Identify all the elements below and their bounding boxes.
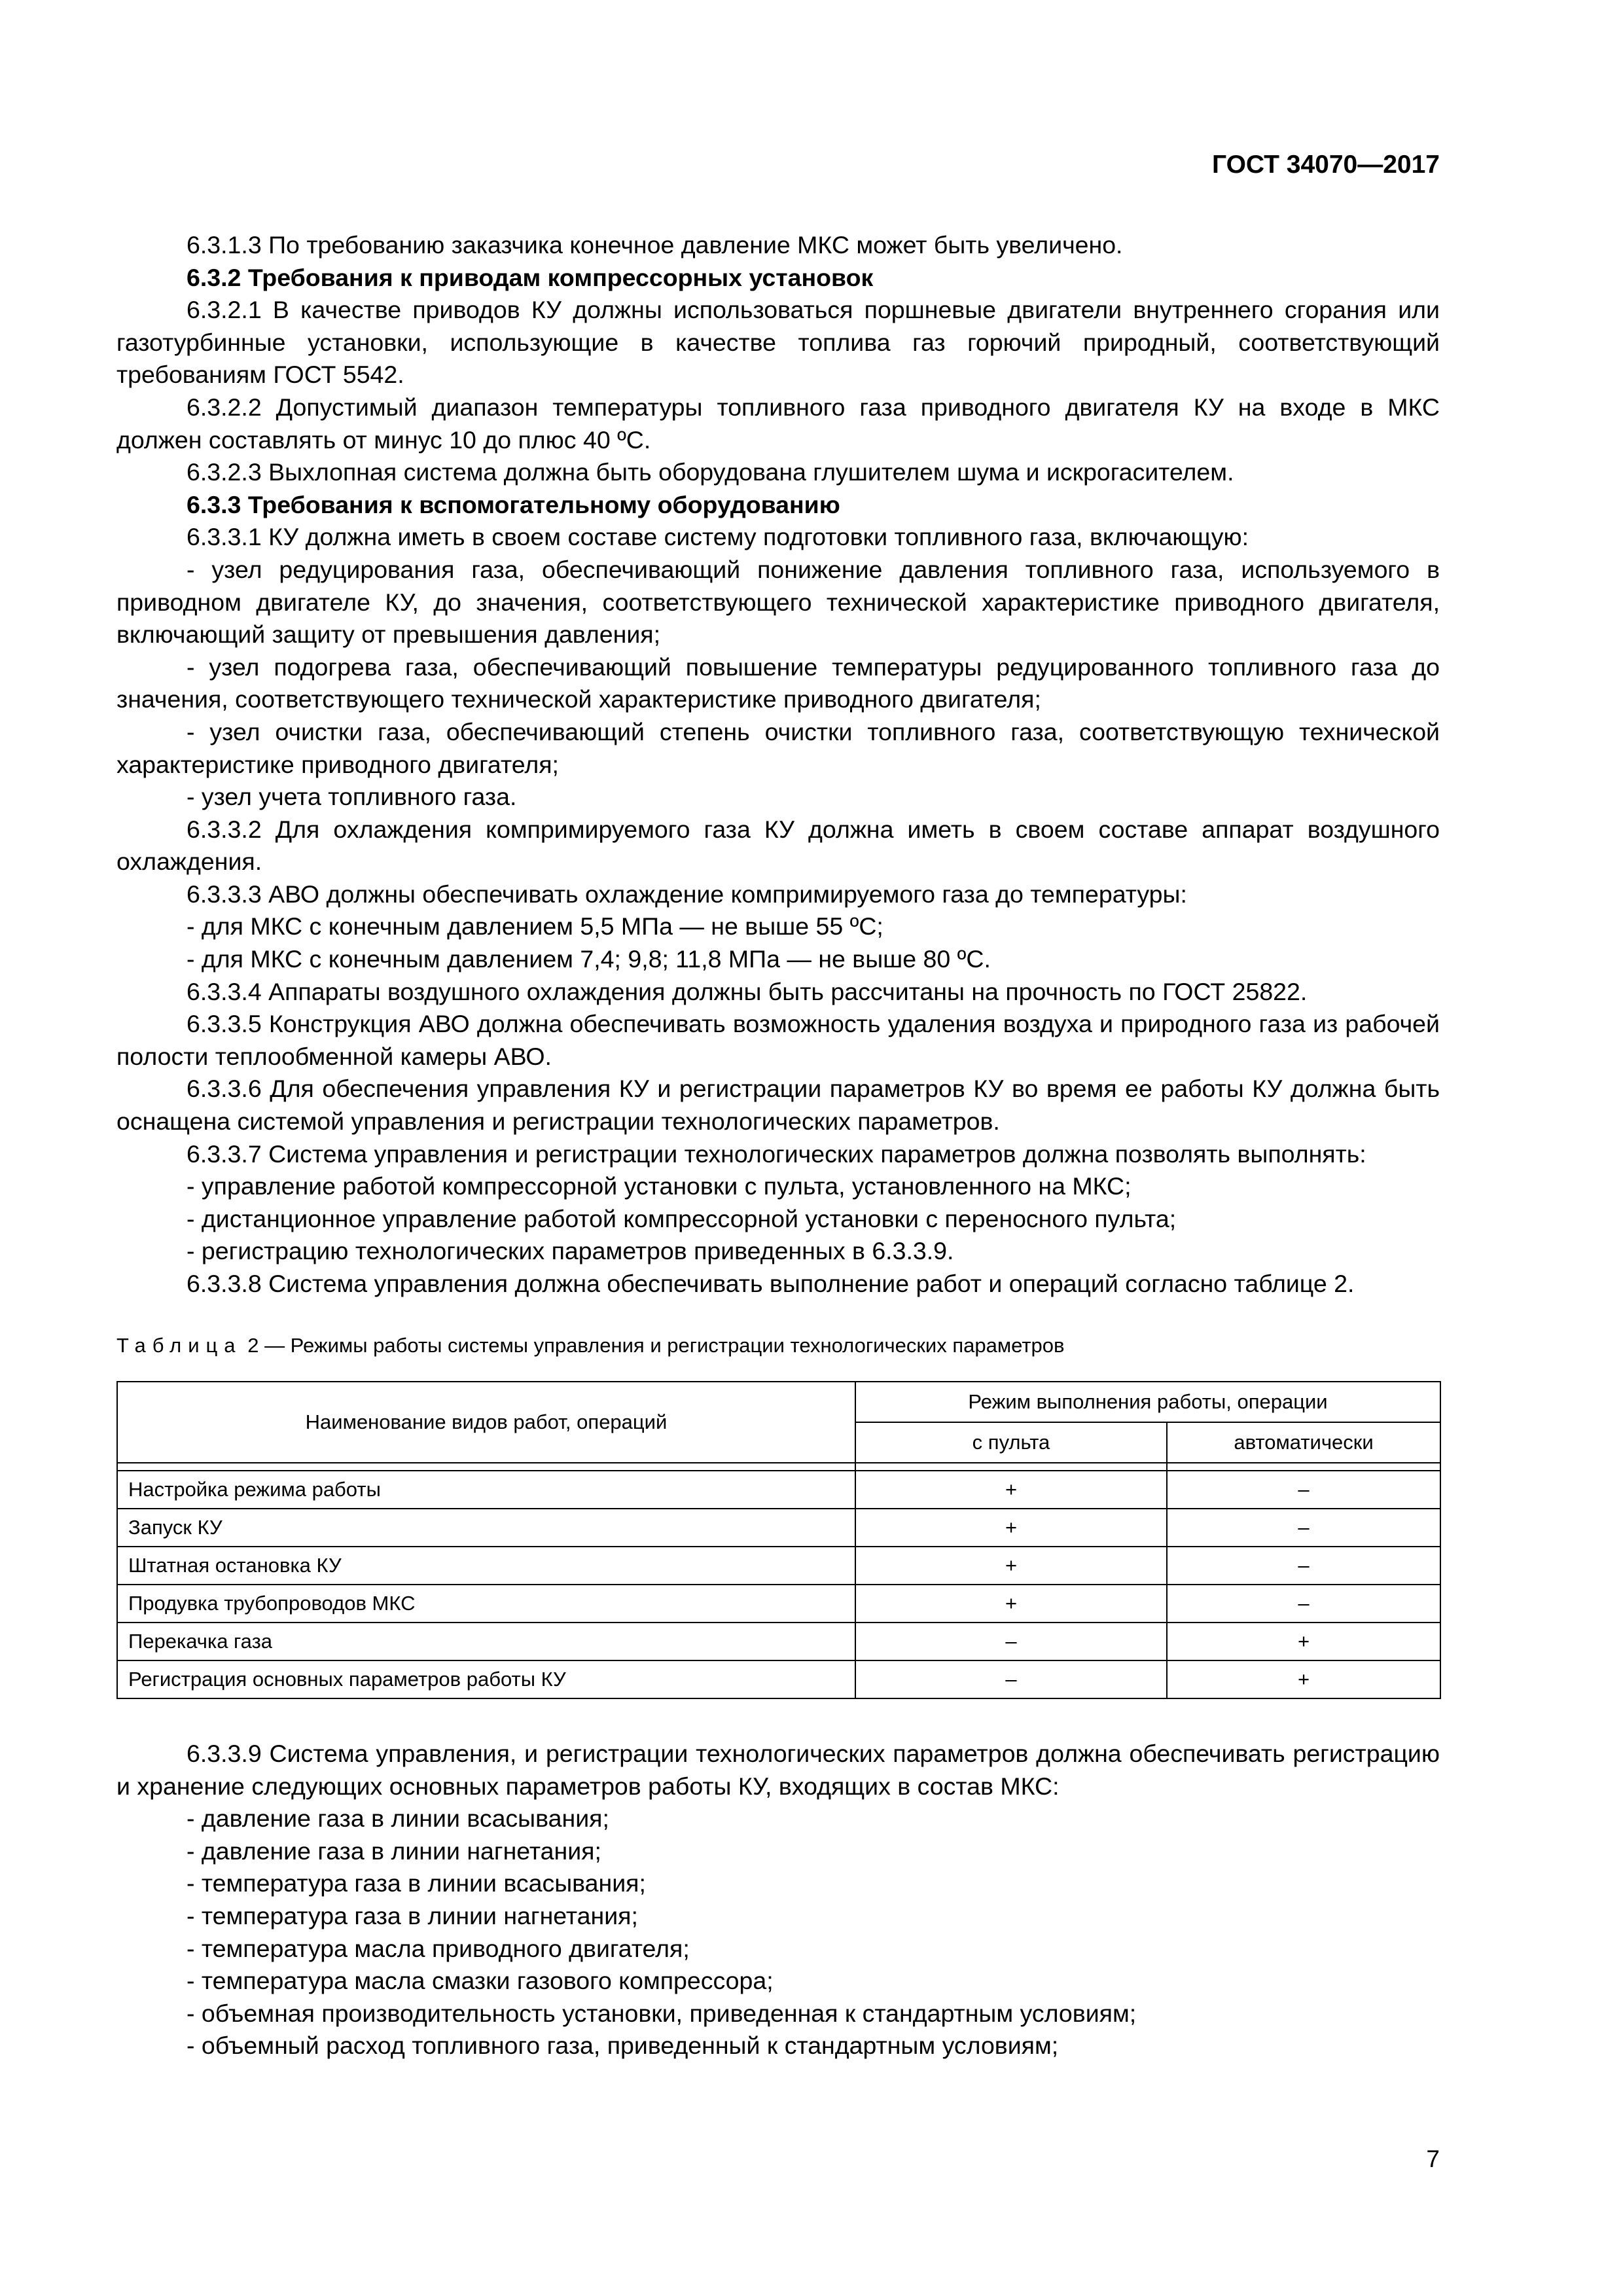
- cell-auto: –: [1167, 1471, 1440, 1509]
- cell-panel: +: [855, 1471, 1167, 1509]
- cell-auto: +: [1167, 1660, 1440, 1698]
- header-operations: Наименование видов работ, операций: [117, 1382, 855, 1463]
- paragraph: 6.3.3.8 Система управления должна обеспечивать выполнение работ и операций согласно таблице 2.: [187, 1270, 1355, 1297]
- paragraph: 6.3.3.1 КУ должна иметь в своем составе систему подготовки топливного газа, включающую:: [187, 523, 1249, 551]
- list-item: - узел редуцирования газа, обеспечивающий понижение давления топливного газа, используемого в приводном двигателе КУ, до значения, соответствующего технической характеристике приводного двигателя, включающий защиту от превышения давления;: [116, 555, 1440, 649]
- paragraph: 6.3.3.6 Для обеспечения управления КУ и регистрации параметров КУ во время ее работы КУ должна быть оснащена системой управления и регистрации технологических параметров.: [116, 1075, 1440, 1136]
- table-caption-text: — Режимы работы системы управления и регистрации технологических параметров: [264, 1334, 1065, 1357]
- cell-operation: Продувка трубопроводов МКС: [117, 1585, 855, 1623]
- table-row: [117, 1509, 1440, 1547]
- header-panel: с пульта: [855, 1422, 1167, 1463]
- list-item: - объемная производительность установки, приведенная к стандартным условиям;: [187, 1999, 1137, 2027]
- text-block-top: [116, 229, 1440, 1300]
- section-heading: 6.3.2 Требования к приводам компрессорных установок: [187, 263, 874, 291]
- paragraph: 6.3.3.2 Для охлаждения компримируемого газа КУ должна иметь в своем составе аппарат воздушного охлаждения.: [116, 815, 1440, 876]
- table-row: [117, 1471, 1440, 1509]
- paragraph: 6.3.3.7 Система управления и регистрации технологических параметров должна позволять выполнять:: [187, 1139, 1366, 1168]
- list-item: - объемный расход топливного газа, приведенный к стандартным условиям;: [187, 2032, 1059, 2060]
- paragraph: 6.3.3.3 АВО должны обеспечивать охлаждение компримируемого газа до температуры:: [187, 880, 1187, 908]
- modes-table: [116, 1381, 1441, 1699]
- page-number: 7: [1426, 2145, 1440, 2172]
- list-item: - узел учета топливного газа.: [187, 783, 517, 811]
- table-caption-label: Таблица: [116, 1334, 242, 1357]
- list-item: - узел очистки газа, обеспечивающий степень очистки топливного газа, соответствующую технической характеристике приводного двигателя;: [116, 717, 1440, 778]
- list-item: - для МКС с конечным давлением 7,4; 9,8; 11,8 МПа — не выше 80 ºС.: [187, 945, 991, 973]
- header-mode: Режим выполнения работы, операции: [855, 1382, 1440, 1422]
- paragraph: 6.3.2.1 В качестве приводов КУ должны использоваться поршневые двигатели внутреннего сгорания или газотурбинные установки, использующие в качестве топлива газ горючий природный, соответствующий требованиям ГОСТ 5542.: [116, 296, 1440, 389]
- list-item: - для МКС с конечным давлением 5,5 МПа — не выше 55 ºС;: [187, 912, 883, 941]
- table-row: [117, 1660, 1440, 1698]
- cell-operation: Настройка режима работы: [117, 1471, 855, 1509]
- cell-auto: –: [1167, 1509, 1440, 1547]
- list-item: - узел подогрева газа, обеспечивающий повышение температуры редуцированного топливного газа до значения, соответствующего технической характеристике приводного двигателя;: [116, 653, 1440, 713]
- document-header: ГОСТ 34070—2017: [1212, 151, 1440, 179]
- table-row: [117, 1623, 1440, 1660]
- cell-auto: –: [1167, 1585, 1440, 1623]
- header-auto: автоматически: [1167, 1422, 1440, 1463]
- paragraph: 6.3.3.5 Конструкция АВО должна обеспечивать возможность удаления воздуха и природного газа из рабочей полости теплообменной камеры АВО.: [116, 1010, 1440, 1070]
- cell-operation: Запуск КУ: [117, 1509, 855, 1547]
- list-item: - давление газа в линии нагнетания;: [187, 1837, 601, 1865]
- cell-auto: +: [1167, 1623, 1440, 1660]
- cell-auto: –: [1167, 1547, 1440, 1585]
- paragraph: 6.3.3.4 Аппараты воздушного охлаждения должны быть рассчитаны на прочность по ГОСТ 25822.: [187, 977, 1308, 1005]
- list-item: - давление газа в линии всасывания;: [187, 1804, 609, 1833]
- paragraph: 6.3.3.9 Система управления, и регистрации технологических параметров должна обеспечивать регистрацию и хранение следующих основных параметров работы КУ, входящих в состав МКС:: [116, 1740, 1440, 1800]
- list-item: - регистрацию технологических параметров приведенных в 6.3.3.9.: [187, 1237, 954, 1265]
- cell-operation: Регистрация основных параметров работы КУ: [117, 1660, 855, 1698]
- list-item: - температура масла смазки газового компрессора;: [187, 1967, 774, 1995]
- cell-panel: +: [855, 1585, 1167, 1623]
- paragraph: 6.3.2.3 Выхлопная система должна быть оборудована глушителем шума и искрогасителем.: [187, 458, 1234, 486]
- paragraph: 6.3.2.2 Допустимый диапазон температуры топливного газа приводного двигателя КУ на входе в МКС должен составлять от минус 10 до плюс 40 ºС.: [116, 393, 1440, 454]
- cell-panel: +: [855, 1509, 1167, 1547]
- cell-panel: –: [855, 1660, 1167, 1698]
- paragraph: 6.3.1.3 По требованию заказчика конечное давление МКС может быть увеличено.: [187, 231, 1123, 259]
- list-item: - дистанционное управление работой компрессорной установки с переносного пульта;: [187, 1204, 1177, 1232]
- cell-operation: Штатная остановка КУ: [117, 1547, 855, 1585]
- table-row: [117, 1547, 1440, 1585]
- cell-panel: –: [855, 1623, 1167, 1660]
- table-caption: [116, 1333, 1440, 1359]
- table-caption-number: 2: [247, 1334, 259, 1357]
- text-block-bottom: [116, 1738, 1440, 2062]
- list-item: - температура газа в линии всасывания;: [187, 1869, 646, 1897]
- cell-operation: Перекачка газа: [117, 1623, 855, 1660]
- list-item: - температура газа в линии нагнетания;: [187, 1901, 638, 1929]
- table-row: [117, 1585, 1440, 1623]
- list-item: - температура масла приводного двигателя;: [187, 1934, 690, 1962]
- list-item: - управление работой компрессорной установки с пульта, установленного на МКС;: [187, 1172, 1132, 1200]
- cell-panel: +: [855, 1547, 1167, 1585]
- section-heading: 6.3.3 Требования к вспомогательному оборудованию: [187, 490, 840, 518]
